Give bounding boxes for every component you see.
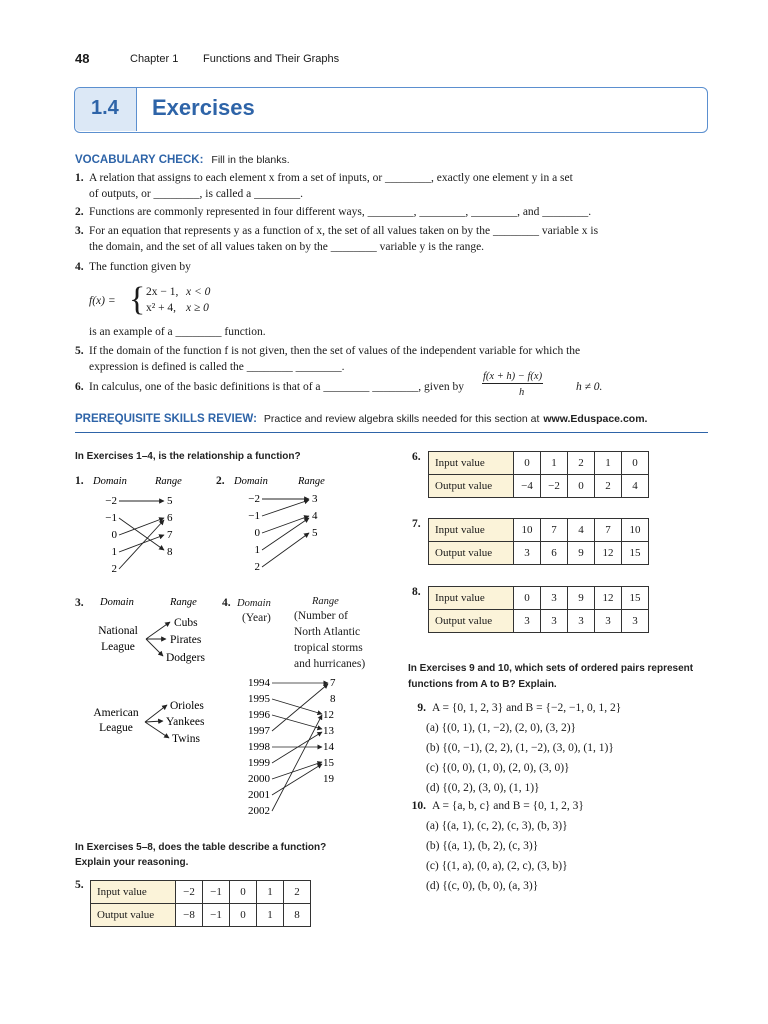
prereq-heading xyxy=(75,409,647,427)
exercise-3-mapping-diagram xyxy=(90,592,220,752)
exercise-part: (a) {(0, 1), (1, −2), (2, 0), (3, 2)} xyxy=(426,722,577,734)
piecewise-cond2: x ≥ 0 xyxy=(186,302,209,314)
exercises-5-8-prompt xyxy=(75,840,326,870)
exercise-sets: A = {a, b, c} and B = {0, 1, 2, 3} xyxy=(432,800,584,812)
range-label: Range xyxy=(298,476,325,487)
domain-value: 0 xyxy=(254,527,260,539)
range-value: 6 xyxy=(167,512,173,524)
difference-quotient-denominator: h xyxy=(519,387,525,398)
table-row: Input value 0 3 9 12 15 xyxy=(429,587,649,610)
difference-quotient-condition: h ≠ 0. xyxy=(576,381,603,393)
exercise-4-mapping-diagram xyxy=(240,672,360,818)
range-value: 7 xyxy=(167,529,173,541)
domain-value: 2001 xyxy=(248,789,270,801)
domain-value: 2 xyxy=(111,563,117,575)
range-value: 7 xyxy=(330,677,336,689)
exercise-3-number: 3. xyxy=(75,597,84,609)
range-value: 14 xyxy=(323,741,334,753)
exercise-part: (a) {(a, 1), (c, 2), (c, 3), (b, 3)} xyxy=(426,820,568,832)
vocab-item-2 xyxy=(75,204,715,220)
range-value: 13 xyxy=(323,725,334,737)
exercise-number: 9. xyxy=(417,702,426,714)
group-label: American xyxy=(93,707,139,719)
exercise-7-table xyxy=(428,518,649,565)
prompt-line: functions from A to B? Explain. xyxy=(408,679,557,690)
exercise-10 xyxy=(408,796,708,896)
item-text-cont: of outputs, or ________, is called a ________. xyxy=(89,188,304,200)
range-value: Cubs xyxy=(174,617,198,629)
piecewise-cond1: x < 0 xyxy=(186,286,211,298)
item-number: 5. xyxy=(75,345,84,357)
section-divider xyxy=(75,432,708,433)
table-row: Input value 0 1 2 1 0 xyxy=(429,452,649,475)
item-number: 2. xyxy=(75,206,84,218)
range-value: 5 xyxy=(167,495,173,507)
exercise-9 xyxy=(408,698,708,798)
section-title: Exercises xyxy=(152,95,255,120)
vocab-title: VOCABULARY CHECK: xyxy=(75,154,204,166)
exercise-2-number: 2. xyxy=(216,475,225,487)
domain-value: −2 xyxy=(248,493,260,505)
domain-value: −2 xyxy=(105,495,117,507)
domain-value: 1995 xyxy=(248,693,270,705)
brace-icon: { xyxy=(129,281,146,318)
table-row: Output value 3 3 3 3 3 xyxy=(429,610,649,633)
domain-value: 1 xyxy=(254,544,260,556)
table-row: Input value −2 −1 0 1 2 xyxy=(91,881,311,904)
range-value: 5 xyxy=(312,527,318,539)
item-number: 6. xyxy=(75,381,84,393)
domain-label: Domain xyxy=(93,476,127,487)
domain-value: 1994 xyxy=(248,677,270,689)
item-number: 3. xyxy=(75,225,84,237)
prompt-line: In Exercises 9 and 10, which sets of ordered pairs represent xyxy=(408,663,694,674)
domain-value: 2002 xyxy=(248,805,270,817)
domain-value: 2000 xyxy=(248,773,270,785)
range-desc-line: (Number of xyxy=(294,610,348,622)
item-text-cont: the domain, and the set of all values taken on by the ________ variable y is the range. xyxy=(89,241,485,253)
domain-value: 1998 xyxy=(248,741,270,753)
vocab-item-5 xyxy=(75,343,715,375)
vocab-heading xyxy=(75,150,290,168)
exercise-sets: A = {0, 1, 2, 3} and B = {−2, −1, 0, 1, 2} xyxy=(432,702,622,714)
exercise-part: (b) {(a, 1), (b, 2), (c, 3)} xyxy=(426,840,539,852)
item-text: If the domain of the function f is not given, then the set of values of the independent variable for which the xyxy=(89,345,581,357)
item-text: For an equation that represents y as a function of x, the set of all values taken on by the ________ variable x is xyxy=(89,225,599,237)
domain-label: Domain xyxy=(234,476,268,487)
exercise-5-table xyxy=(90,880,311,927)
exercise-part: (c) {(1, a), (0, a), (2, c), (3, b)} xyxy=(426,860,568,872)
prereq-site-link[interactable]: www.Eduspace.com. xyxy=(543,413,648,425)
exercise-1-mapping-diagram xyxy=(85,470,215,578)
group-label: National xyxy=(98,625,138,637)
range-value: 3 xyxy=(312,493,318,505)
range-value: 8 xyxy=(330,693,336,705)
domain-value: −1 xyxy=(105,512,117,524)
vocab-item-1 xyxy=(75,170,715,202)
exercise-4-domain-sub: (Year) xyxy=(242,612,271,624)
range-value: Twins xyxy=(172,733,200,745)
exercise-8-table xyxy=(428,586,649,633)
range-desc-line: and hurricanes) xyxy=(294,658,366,670)
range-value: Dodgers xyxy=(166,652,205,664)
exercise-1-number: 1. xyxy=(75,475,84,487)
range-value: 8 xyxy=(167,546,173,558)
difference-quotient-numerator: f(x + h) − f(x) xyxy=(483,371,543,382)
table-row: Output value 3 6 9 12 15 xyxy=(429,542,649,565)
prompt-line: In Exercises 5–8, does the table describe a function? xyxy=(75,842,327,853)
range-desc-line: North Atlantic xyxy=(294,626,361,638)
piecewise-case2: x² + 4, xyxy=(146,302,177,314)
chapter-label: Chapter 1 xyxy=(130,53,179,65)
exercise-6-number: 6. xyxy=(412,451,421,463)
exercise-8-number: 8. xyxy=(412,586,421,598)
domain-value: 0 xyxy=(111,529,117,541)
group-label: League xyxy=(101,641,135,653)
piecewise-lhs: f(x) = xyxy=(89,295,116,307)
exercise-5-number: 5. xyxy=(75,879,84,891)
exercises-9-10-prompt xyxy=(408,661,693,693)
domain-label: Domain xyxy=(100,597,134,608)
page-number: 48 xyxy=(75,51,90,66)
table-row: Output value −8 −1 0 1 8 xyxy=(91,904,311,927)
domain-value: 1996 xyxy=(248,709,270,721)
range-label: Range xyxy=(155,476,182,487)
range-value: Pirates xyxy=(170,634,202,646)
domain-value: 2 xyxy=(254,561,260,573)
range-value: 4 xyxy=(312,510,318,522)
item-text: In calculus, one of the basic definitions is that of a ________ ________, given by xyxy=(89,381,464,393)
exercise-part: (c) {(0, 0), (1, 0), (2, 0), (3, 0)} xyxy=(426,762,570,774)
exercise-2-mapping-diagram xyxy=(226,470,356,578)
table-row: Output value −4 −2 0 2 4 xyxy=(429,475,649,498)
domain-value: 1 xyxy=(111,546,117,558)
item-text-cont: expression is defined is called the ________ ________. xyxy=(89,361,345,373)
prompt-line: Explain your reasoning. xyxy=(75,857,189,868)
section-number: 1.4 xyxy=(91,97,119,119)
exercise-4-range-description xyxy=(294,608,365,672)
exercise-part: (b) {(0, −1), (2, 2), (1, −2), (3, 0), (1, 1)} xyxy=(426,742,614,754)
vocab-note: Fill in the blanks. xyxy=(211,154,290,166)
exercises-1-4-prompt: In Exercises 1–4, is the relationship a function? xyxy=(75,451,301,462)
piecewise-case1: 2x − 1, xyxy=(146,286,179,298)
exercise-4-domain-label: Domain xyxy=(237,598,271,609)
group-label: League xyxy=(99,722,133,734)
domain-value: 1997 xyxy=(248,725,270,737)
range-value: 12 xyxy=(323,709,334,721)
exercise-6-table xyxy=(428,451,649,498)
vocab-item-4-tail: is an example of a ________ function. xyxy=(89,326,266,338)
item-text: Functions are commonly represented in four different ways, ________, ________, ________, and ________. xyxy=(89,206,592,218)
prereq-title: PREREQUISITE SKILLS REVIEW: xyxy=(75,413,257,425)
prereq-note: Practice and review algebra skills needed for this section at xyxy=(263,413,540,425)
item-text: A relation that assigns to each element x from a set of inputs, or ________, exactly one element y in a set xyxy=(89,172,573,184)
vocab-item-4 xyxy=(75,259,715,275)
range-value: 19 xyxy=(323,773,334,785)
domain-value: 1999 xyxy=(248,757,270,769)
table-row: Input value 10 7 4 7 10 xyxy=(429,519,649,542)
exercise-4-range-label: Range xyxy=(312,596,339,607)
range-label: Range xyxy=(170,597,197,608)
item-number: 4. xyxy=(75,261,84,273)
range-value: 15 xyxy=(323,757,334,769)
range-desc-line: tropical storms xyxy=(294,642,363,654)
vocab-item-3 xyxy=(75,223,715,255)
vocab-item-6 xyxy=(75,379,495,395)
item-number: 1. xyxy=(75,172,84,184)
exercise-number: 10. xyxy=(411,800,426,812)
item-text: The function given by xyxy=(89,261,191,273)
exercise-4-number: 4. xyxy=(222,597,231,609)
exercise-7-number: 7. xyxy=(412,518,421,530)
domain-value: −1 xyxy=(248,510,260,522)
chapter-title: Functions and Their Graphs xyxy=(203,53,340,65)
range-value: Orioles xyxy=(170,700,204,712)
range-value: Yankees xyxy=(166,716,205,728)
exercise-part: (d) {(c, 0), (b, 0), (a, 3)} xyxy=(426,880,539,892)
exercise-part: (d) {(0, 2), (3, 0), (1, 1)} xyxy=(426,782,540,794)
